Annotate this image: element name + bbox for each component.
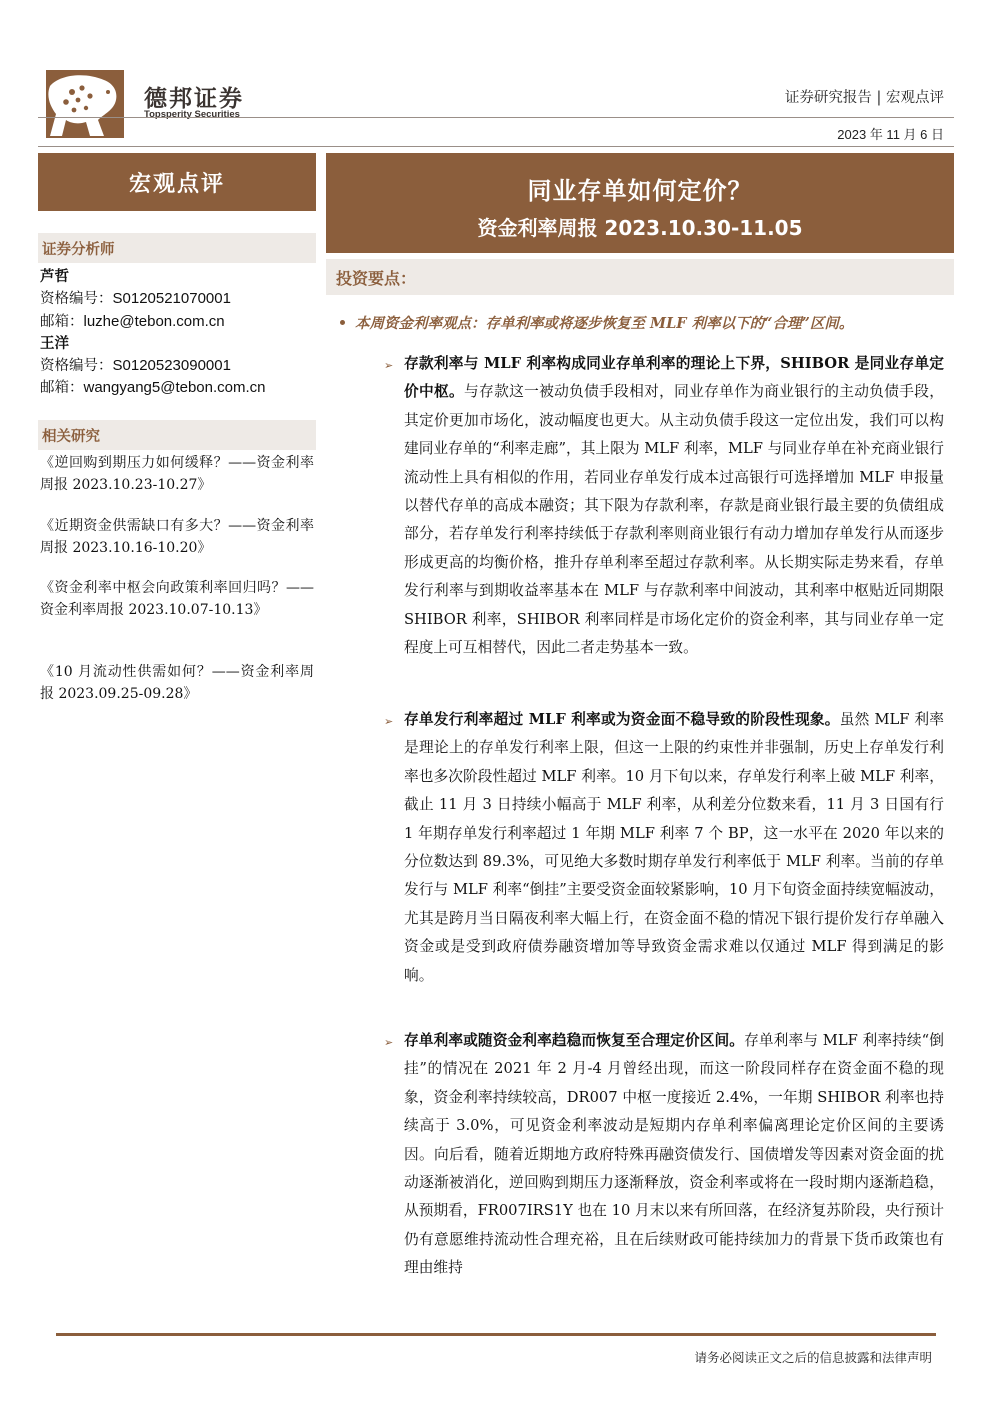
- email-link[interactable]: luzhe@tebon.com.cn: [83, 312, 225, 330]
- report-type: 证券研究报告 | 宏观点评: [784, 90, 944, 106]
- cert-label: 资格编号：: [40, 291, 113, 308]
- analyst-card: [40, 266, 316, 400]
- arrow-bullet-icon: ➢: [384, 359, 394, 372]
- analyst-email-line: [40, 377, 316, 399]
- report-subtitle: 资金利率周报 2023.10.30-11.05: [477, 216, 803, 240]
- email-label: 邮箱：: [40, 313, 84, 330]
- analyst-name: 王洋: [40, 334, 69, 352]
- footer-disclaimer: 请务必阅读正文之后的信息披露和法律声明: [694, 1350, 932, 1365]
- category-banner: 宏观点评: [38, 153, 316, 211]
- related-research-link[interactable]: 《10 月流动性供需如何？——资金利率周报 2023.09.25-09.28》: [40, 664, 314, 702]
- title-banner: [326, 153, 954, 253]
- analysis-paragraph: [404, 1027, 944, 1283]
- analyst-name: 芦哲: [40, 268, 69, 285]
- analyst-email-line: [40, 311, 316, 333]
- email-label: 邮箱：: [40, 380, 84, 397]
- paragraph-lead: 存单利率或随资金利率趋稳而恢复至合理定价区间。: [404, 1032, 745, 1049]
- header-divider: [38, 117, 954, 118]
- cert-label: 资格编号：: [40, 358, 113, 375]
- brand-english-name: Topsperity Securities: [144, 109, 240, 120]
- report-title: 同业存单如何定价？: [527, 176, 753, 205]
- related-research-label: 相关研究: [38, 420, 316, 450]
- analyst-cert-line: [40, 288, 316, 310]
- report-date: 2023 年 11 月 6 日: [837, 127, 944, 142]
- paragraph-body: 与存款这一被动负债手段相对，同业存单作为商业银行的主动负债手段，其定价更加市场化，波动幅度也更大。从主动负债手段这一定位出发，我们可以构建同业存单的“利率走廊”，其上限为 MLF 利率，MLF 与同业存单在补充商业银行流动性上具有相似的作用，若同业存单发行成本过高银行可选择增加 MLF 申报量以替代存单的高成本融资；其下限为存款利率，存款是商业银行最主要的负债组成部分，若存单发行利率持续低于存款利率则商业银行有动力增加存单发行从而逐步形成更高的均衡价格，推升存单利率至超过存款利率。从长期实际走势来看，存单发行利率与到期收益率基本在 MLF 与存款利率中间波动，其利率中枢贴近同期限 SHIBOR 利率，SHIBOR 利率同样是市场化定价的资金利率，其与同业存单一定程度上可互相替代，因此二者走势基本一致。: [404, 383, 944, 657]
- brand-logo: [46, 70, 124, 138]
- analysts-section-label: 证券分析师: [38, 233, 316, 263]
- analyst-cert-line: [40, 355, 316, 377]
- analysis-paragraph: [404, 350, 944, 662]
- date-divider: [38, 146, 954, 147]
- arrow-bullet-icon: ➢: [384, 715, 394, 728]
- paragraph-lead: 存款利率与 MLF 利率构成同业存单利率的理论上下界，SHIBOR 是同业存单定价中枢。: [404, 355, 944, 401]
- paragraph-body: 虽然 MLF 利率是理论上的存单发行利率上限，但这一上限的约束性并非强制，历史上存单发行利率也多次阶段性超过 MLF 利率。10 月下旬以来，存单发行利率上破 MLF 利率，截止 11 月 3 日持续小幅高于 MLF 利率，从利差分位数来看，11 月 3 日国有行 1 年期存单发行利率超过 1 年期 MLF 利率 7 个 BP，这一水平在 2020 年以来的分位数达到 89.3%，可见绝大多数时期存单发行利率低于 MLF 利率。当前的存单发行与 MLF 利率“倒挂”主要受资金面较紧影响，10 月下旬资金面持续宽幅波动，尤其是跨月当日隔夜利率大幅上行，在资金面不稳的情况下银行提价发行存单融入资金或是受到政府债券融资增加等导致资金需求难以仅通过 MLF 得到满足的影响。: [404, 711, 944, 984]
- weekly-view-summary: [340, 312, 954, 333]
- cert-number: S0120521070001: [112, 290, 231, 308]
- paragraph-body: 存单利率与 MLF 利率持续“倒挂”的情况在 2021 年 2 月-4 月曾经出现，而这一阶段同样存在资金面不稳的现象，资金利率持续较高，DR007 中枢一度接近 2.4%，一年期 SHIBOR 利率也持续高于 3.0%，可见资金利率波动是短期内存单利率偏离理论定价区间的主要诱因。向后看，随着近期地方政府特殊再融资债发行、国债增发等因素对资金面的扰动逐渐被消化，逆回购到期压力逐渐释放，资金利率或将在一段时期内逐渐趋稳，从预期看，FR007IRS1Y 也在 10 月末以来有所回落，在经济复苏阶段，央行预计仍有意愿维持流动性合理充裕，且在后续财政可能持续加力的背景下货币政策也有理由维持: [404, 1032, 944, 1277]
- cert-number: S0120523090001: [112, 357, 231, 375]
- email-link[interactable]: wangyang5@tebon.com.cn: [83, 379, 266, 397]
- related-research-link[interactable]: 《资金利率中枢会向政策利率回归吗？——资金利率周报 2023.10.07-10.13》: [40, 580, 314, 618]
- brand-name: 德邦证券: [144, 86, 244, 112]
- analysis-paragraph: [404, 706, 944, 990]
- bullet-dot-icon: [340, 320, 345, 325]
- arrow-bullet-icon: ➢: [384, 1036, 394, 1049]
- key-points-label: 投资要点：: [326, 259, 954, 295]
- related-research-link[interactable]: 《近期资金供需缺口有多大？——资金利率周报 2023.10.16-10.20》: [40, 518, 314, 556]
- summary-text: 本周资金利率观点：存单利率或将逐步恢复至 MLF 利率以下的“合理”区间。: [355, 315, 854, 332]
- related-research-link[interactable]: 《逆回购到期压力如何缓释？——资金利率周报 2023.10.23-10.27》: [40, 455, 314, 493]
- footer-divider: [56, 1333, 936, 1336]
- paragraph-lead: 存单发行利率超过 MLF 利率或为资金面不稳导致的阶段性现象。: [404, 711, 840, 728]
